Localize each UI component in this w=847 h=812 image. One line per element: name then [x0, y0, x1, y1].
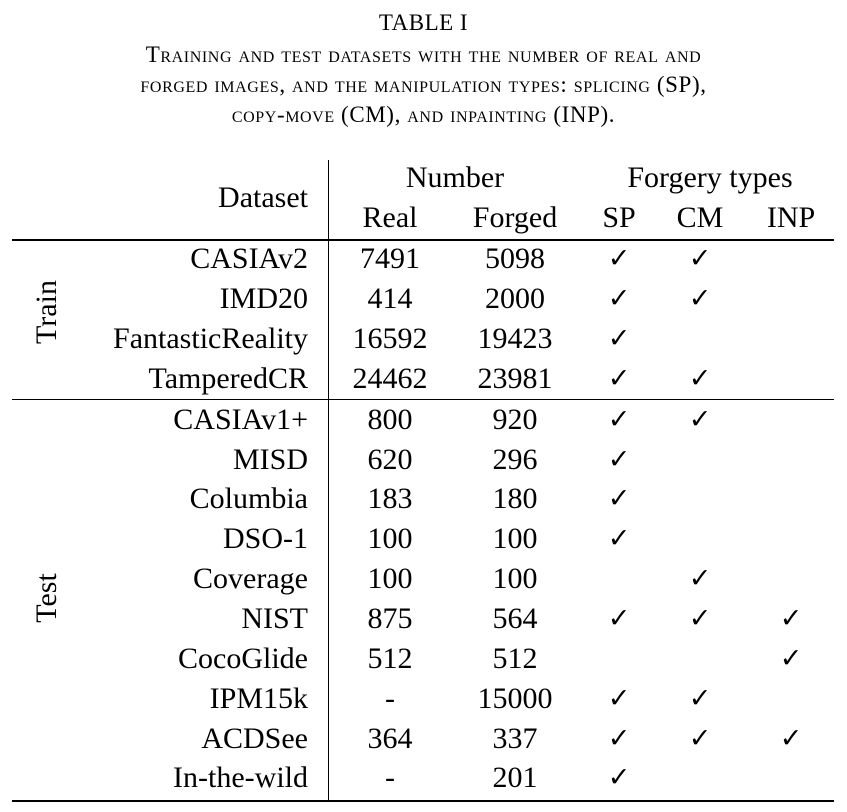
cell-inp [752, 359, 830, 399]
group-label-test: Test [30, 573, 63, 623]
cell-inp [752, 440, 830, 480]
cell-forged: 180 [492, 482, 538, 515]
bottom-rule [12, 800, 834, 802]
cell-sp: ✓ [607, 483, 631, 514]
cell-sp: ✓ [607, 723, 631, 754]
cell-forged: 5098 [485, 242, 545, 275]
cell-dataset: CocoGlide [178, 642, 308, 675]
cell-sp: ✓ [607, 683, 631, 714]
cell-sp [585, 639, 653, 679]
cell-real: 24462 [352, 362, 428, 395]
cell-dataset: CASIAv1+ [173, 403, 308, 436]
caption-line-3: copy-move (CM), and inpainting (INP). [231, 102, 616, 127]
cell-real: 100 [367, 522, 413, 555]
cell-cm: ✓ [688, 683, 712, 714]
cell-sp: ✓ [607, 523, 631, 554]
header-number: Number [405, 161, 505, 194]
cell-inp [752, 239, 830, 279]
header-sp: SP [602, 201, 636, 234]
caption-line-2: forged images, and the manipulation types: splicing (SP), [140, 72, 707, 97]
cell-sp: ✓ [607, 404, 631, 435]
cell-dataset: Columbia [189, 482, 308, 515]
cell-real: 800 [367, 403, 413, 436]
cell-inp [752, 559, 830, 599]
cell-inp [752, 679, 830, 719]
cell-sp: ✓ [607, 323, 631, 354]
cell-forged: 100 [492, 562, 538, 595]
cell-cm: ✓ [688, 563, 712, 594]
header-forgery-types: Forgery types [627, 161, 793, 194]
cell-real: - [385, 682, 395, 715]
cell-cm [665, 479, 735, 519]
cell-inp [752, 519, 830, 559]
cell-dataset: IPM15k [209, 682, 308, 715]
cell-cm [665, 440, 735, 480]
cell-cm [665, 639, 735, 679]
cell-cm: ✓ [688, 363, 712, 394]
cell-inp [752, 479, 830, 519]
cell-real: - [385, 761, 395, 794]
cell-inp: ✓ [779, 603, 803, 634]
cell-dataset: DSO-1 [222, 522, 308, 555]
cell-inp [752, 758, 830, 798]
cell-sp: ✓ [607, 283, 631, 314]
cell-real: 183 [367, 482, 413, 515]
cell-cm [665, 519, 735, 559]
cell-dataset: ACDSee [201, 722, 308, 755]
cell-cm: ✓ [688, 283, 712, 314]
cell-cm [665, 319, 735, 359]
cell-forged: 296 [492, 443, 538, 476]
cell-real: 414 [367, 282, 413, 315]
group-label-train: Train [30, 280, 63, 344]
cell-cm: ✓ [688, 404, 712, 435]
cell-real: 7491 [360, 242, 420, 275]
table-label: TABLE I [378, 10, 469, 35]
cell-sp [585, 559, 653, 599]
cell-sp: ✓ [607, 363, 631, 394]
cell-sp: ✓ [607, 243, 631, 274]
cell-real: 364 [367, 722, 413, 755]
caption-line-1: Training and test datasets with the number of real and [145, 42, 702, 67]
cell-real: 16592 [352, 322, 428, 355]
header-inp: INP [766, 201, 816, 234]
cell-forged: 337 [492, 722, 538, 755]
header-forged: Forged [472, 201, 558, 234]
header-real: Real [362, 201, 418, 234]
cell-sp: ✓ [607, 762, 631, 793]
cell-inp [752, 400, 830, 440]
cell-inp [752, 319, 830, 359]
cell-real: 512 [367, 642, 413, 675]
cell-dataset: CASIAv2 [190, 242, 308, 275]
cell-inp [752, 279, 830, 319]
cell-sp: ✓ [607, 444, 631, 475]
cell-inp: ✓ [779, 643, 803, 674]
cell-cm: ✓ [688, 723, 712, 754]
cell-inp: ✓ [779, 723, 803, 754]
cell-sp: ✓ [607, 603, 631, 634]
cell-forged: 512 [492, 642, 538, 675]
vertical-rule [328, 160, 329, 801]
cell-cm: ✓ [688, 603, 712, 634]
cell-dataset: NIST [241, 602, 308, 635]
cell-dataset: MISD [232, 443, 308, 476]
cell-forged: 19423 [477, 322, 553, 355]
cell-forged: 2000 [485, 282, 545, 315]
cell-real: 875 [367, 602, 413, 635]
cell-dataset: TamperedCR [148, 362, 308, 395]
cell-forged: 23981 [477, 362, 553, 395]
cell-dataset: FantasticReality [113, 322, 308, 355]
cell-forged: 15000 [477, 682, 553, 715]
cell-cm: ✓ [688, 243, 712, 274]
cell-real: 100 [367, 562, 413, 595]
header-cm: CM [676, 201, 724, 234]
cell-dataset: In-the-wild [173, 761, 308, 794]
cell-dataset: Coverage [193, 562, 308, 595]
cell-dataset: IMD20 [219, 282, 308, 315]
cell-forged: 100 [492, 522, 538, 555]
cell-cm [665, 758, 735, 798]
cell-forged: 564 [492, 602, 538, 635]
cell-forged: 920 [492, 403, 538, 436]
header-dataset: Dataset [218, 181, 308, 214]
cell-real: 620 [367, 443, 413, 476]
cell-forged: 201 [492, 761, 538, 794]
